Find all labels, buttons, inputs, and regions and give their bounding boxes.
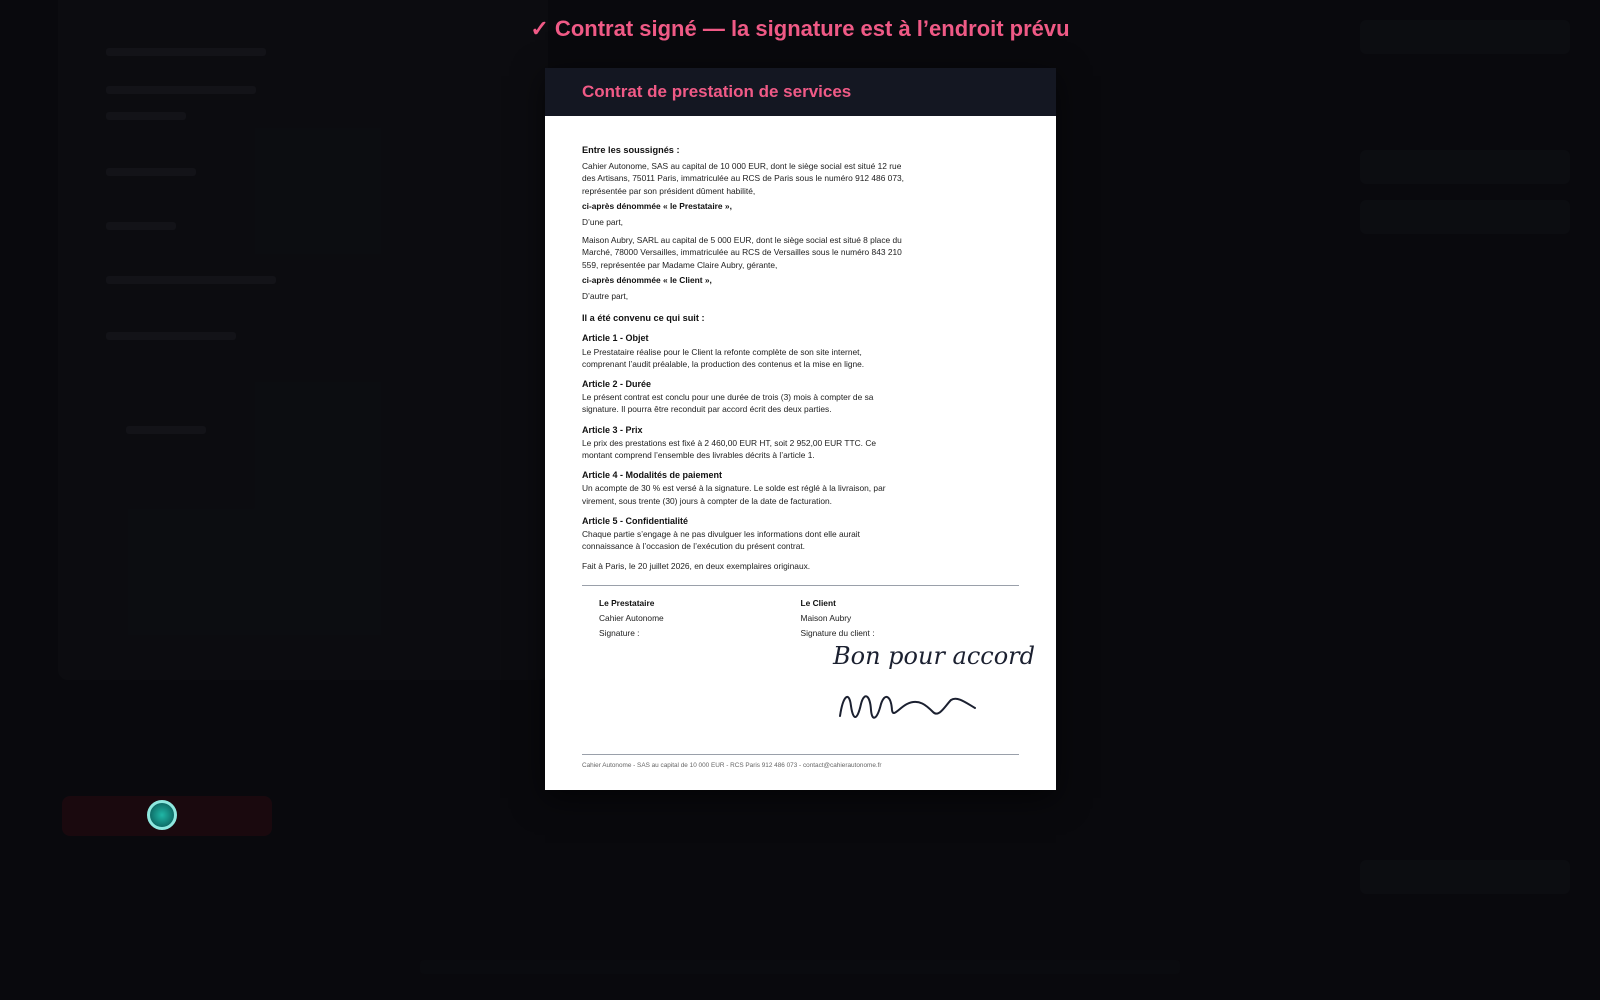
made-at: Fait à Paris, le 20 juillet 2026, en deux exemplaires originaux. (582, 561, 811, 572)
article-title: Article 5 - Confidentialité (582, 515, 689, 526)
provider-party: Le Prestataire (599, 597, 655, 608)
article-text: Le Prestataire réalise pour le Client la refonte complète de son site internet, comprenant l’audit préalable, la production des contenus et la mise en ligne. (582, 346, 865, 369)
client-party: Le Client (800, 597, 836, 608)
article-title: Article 4 - Modalités de paiement (582, 470, 723, 481)
client-signature-drawing (835, 686, 985, 728)
article (582, 424, 1019, 462)
client-alias: ci-après dénommée « le Client », (582, 274, 712, 285)
article (582, 332, 1019, 370)
article-text: Le présent contrat est conclu pour une durée de trois (3) mois à compter de sa signature. Il pourra être reconduit par accord écrit des deux parties. (582, 392, 874, 415)
cursor-indicator (147, 800, 177, 830)
provider-signature-label: Signature : (599, 627, 640, 638)
provider-paragraph: Cahier Autonome, SAS au capital de 10 000 EUR, dont le siège social est situé 12 rue des Artisans, 75011 Paris, immatriculée au RCS de Paris sous le numéro 912 486 073, représentée par son président dûment habilité, (582, 161, 904, 196)
article-text: Le prix des prestations est fixé à 2 460,00 EUR HT, soit 2 952,00 EUR TTC. Ce montant comprend l’ensemble des livrables décrits à l’article 1. (582, 437, 877, 461)
first-part: D’une part, (582, 217, 623, 228)
document-title: Contrat de prestation de services (582, 82, 852, 101)
article-title: Article 1 - Objet (582, 333, 649, 344)
article-text: Un acompte de 30 % est versé à la signature. Le solde est réglé à la livraison, par virement, sous trente (30) jours à compter de la date de facturation. (582, 483, 886, 506)
handwritten-approval: Bon pour accord (833, 642, 1036, 670)
success-banner: ✓ Contrat signé — la signature est à l’endroit prévu (530, 16, 1070, 41)
signature-section (582, 596, 1019, 641)
agreement-heading: Il a été convenu ce qui suit : (582, 313, 705, 324)
footer-divider (582, 754, 1019, 755)
article-text: Chaque partie s’engage à ne pas divulguer les informations dont elle aurait connaissance à l’occasion de l’exécution du présent contrat. (582, 529, 860, 552)
article (582, 515, 1019, 553)
document-footer: Cahier Autonome - SAS au capital de 10 000 EUR - RCS Paris 912 486 073 - contact@cahierautonome.fr (582, 762, 882, 769)
provider-name: Cahier Autonome (599, 612, 664, 623)
article-title: Article 2 - Durée (582, 379, 652, 390)
parties-heading: Entre les soussignés : (582, 145, 680, 155)
article (582, 378, 1019, 416)
article (582, 469, 1019, 507)
client-paragraph: Maison Aubry, SARL au capital de 5 000 EUR, dont le siège social est situé 8 place du Marché, 78000 Versailles, immatriculée au RCS de Versailles sous le numéro 843 210 559, représentée par Madame Claire Aubry, gérante, (582, 235, 902, 270)
article-title: Article 3 - Prix (582, 424, 643, 435)
client-name: Maison Aubry (800, 612, 852, 623)
other-part: D’autre part, (582, 291, 629, 302)
client-signature-label: Signature du client : (800, 627, 875, 638)
provider-signature-block (599, 596, 801, 641)
client-signature-block (801, 596, 1003, 641)
provider-alias: ci-après dénommée « le Prestataire », (582, 200, 732, 211)
signature-divider (582, 585, 1019, 586)
document-body (545, 116, 1056, 641)
contract-document (545, 68, 1056, 790)
document-header (545, 68, 1056, 116)
